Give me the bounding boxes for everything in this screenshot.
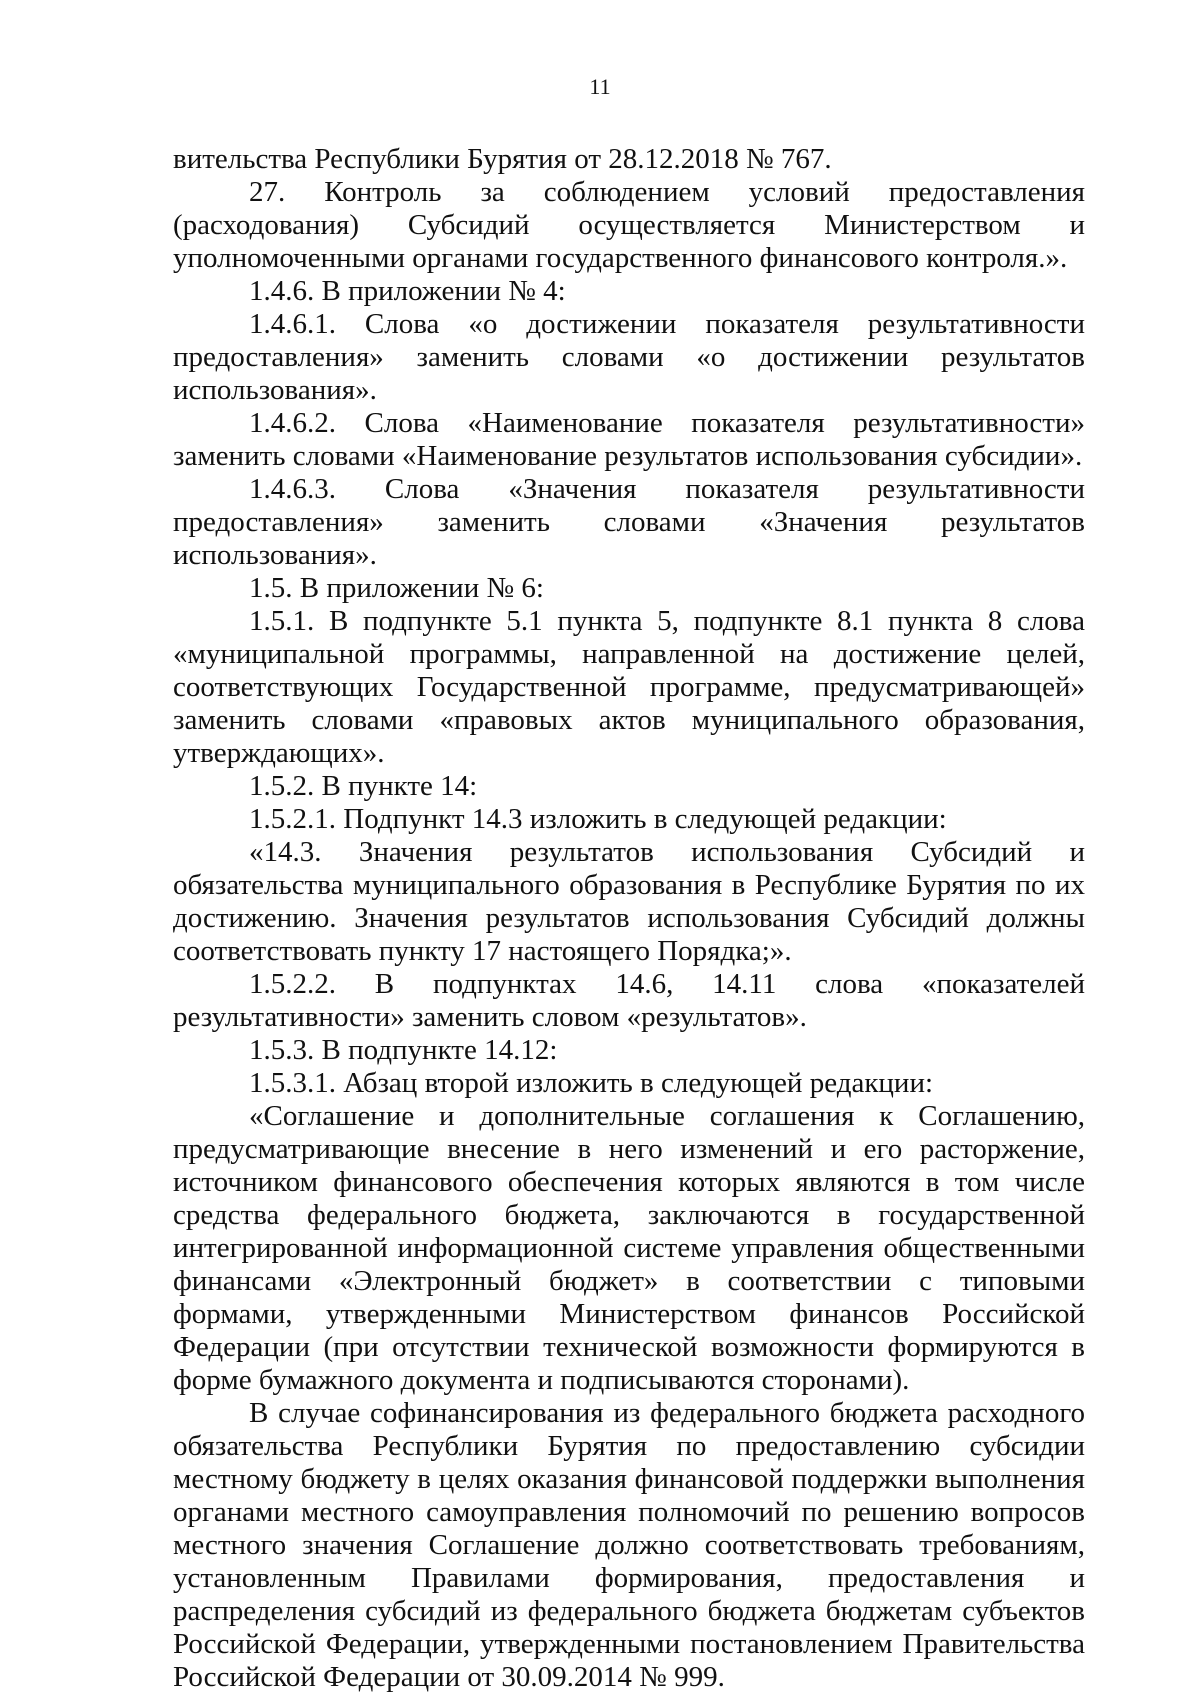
paragraph-1-5-3-1: 1.5.3.1. Абзац второй изложить в следующей редакции:: [249, 1067, 934, 1099]
paragraph-item-27: 27. Контроль за соблюдением условий предоставления (расходования) Субсидий осуществляется Министерством и уполномоченными органами государственного финансового контроля.».: [173, 176, 1085, 274]
paragraph-quote-14-3: «14.3. Значения результатов использования Субсидий и обязательства муниципального образования в Республике Бурятия по их достижению. Значения результатов использования Субсидий должны соответствовать пункту 17 настоящего Порядка;».: [173, 836, 1085, 967]
paragraph-1-5-2: 1.5.2. В пункте 14:: [249, 770, 478, 802]
paragraph-continuation: вительства Республики Бурятия от 28.12.2018 № 767.: [173, 143, 832, 175]
paragraph-1-5: 1.5. В приложении № 6:: [249, 572, 544, 604]
paragraph-1-4-6: 1.4.6. В приложении № 4:: [249, 275, 566, 307]
paragraph-1-5-1: 1.5.1. В подпункте 5.1 пункта 5, подпункте 8.1 пункта 8 слова «муниципальной программы, направленной на достижение целей, соответствующих Государственной программе, предусматривающей» заменить словами «правовых актов муниципального образования, утверждающих».: [173, 605, 1085, 769]
paragraph-1-5-3: 1.5.3. В подпункте 14.12:: [249, 1034, 558, 1066]
paragraph-1-4-6-2: 1.4.6.2. Слова «Наименование показателя результативности» заменить словами «Наименование результатов использования субсидии».: [173, 407, 1085, 472]
paragraph-quote-agreement: «Соглашение и дополнительные соглашения к Соглашению, предусматривающие внесение в него изменений и его расторжение, источником финансового обеспечения которых являются в том числе средства федерального бюджета, заключаются в государственной интегрированной информационной системе управления общественными финансами «Электронный бюджет» в соответствии с типовыми формами, утвержденными Министерством финансов Российской Федерации (при отсутствии технической возможности формируются в форме бумажного документа и подписываются сторонами).: [173, 1100, 1085, 1396]
paragraph-cofinancing: В случае софинансирования из федерального бюджета расходного обязательства Республики Бурятия по предоставлению субсидии местному бюджету в целях оказания финансовой поддержки выполнения органами местного самоуправления полномочий по решению вопросов местного значения Соглашение должно соответствовать требованиям, установленным Правилами формирования, предоставления и распределения субсидий из федерального бюджета бюджетам субъектов Российской Федерации, утвержденными постановлением Правительства Российской Федерации от 30.09.2014 № 999.: [173, 1397, 1085, 1693]
document-body: [173, 143, 1085, 1694]
page-number: 11: [589, 74, 611, 99]
paragraph-1-4-6-3: 1.4.6.3. Слова «Значения показателя результативности предоставления» заменить словами «Значения результатов использования».: [173, 473, 1085, 571]
paragraph-1-4-6-1: 1.4.6.1. Слова «о достижении показателя результативности предоставления» заменить словами «о достижении результатов использования».: [173, 308, 1085, 406]
paragraph-1-5-2-1: 1.5.2.1. Подпункт 14.3 изложить в следующей редакции:: [249, 803, 947, 835]
paragraph-1-5-2-2: 1.5.2.2. В подпунктах 14.6, 14.11 слова «показателей результативности» заменить словом «результатов».: [173, 968, 1085, 1033]
